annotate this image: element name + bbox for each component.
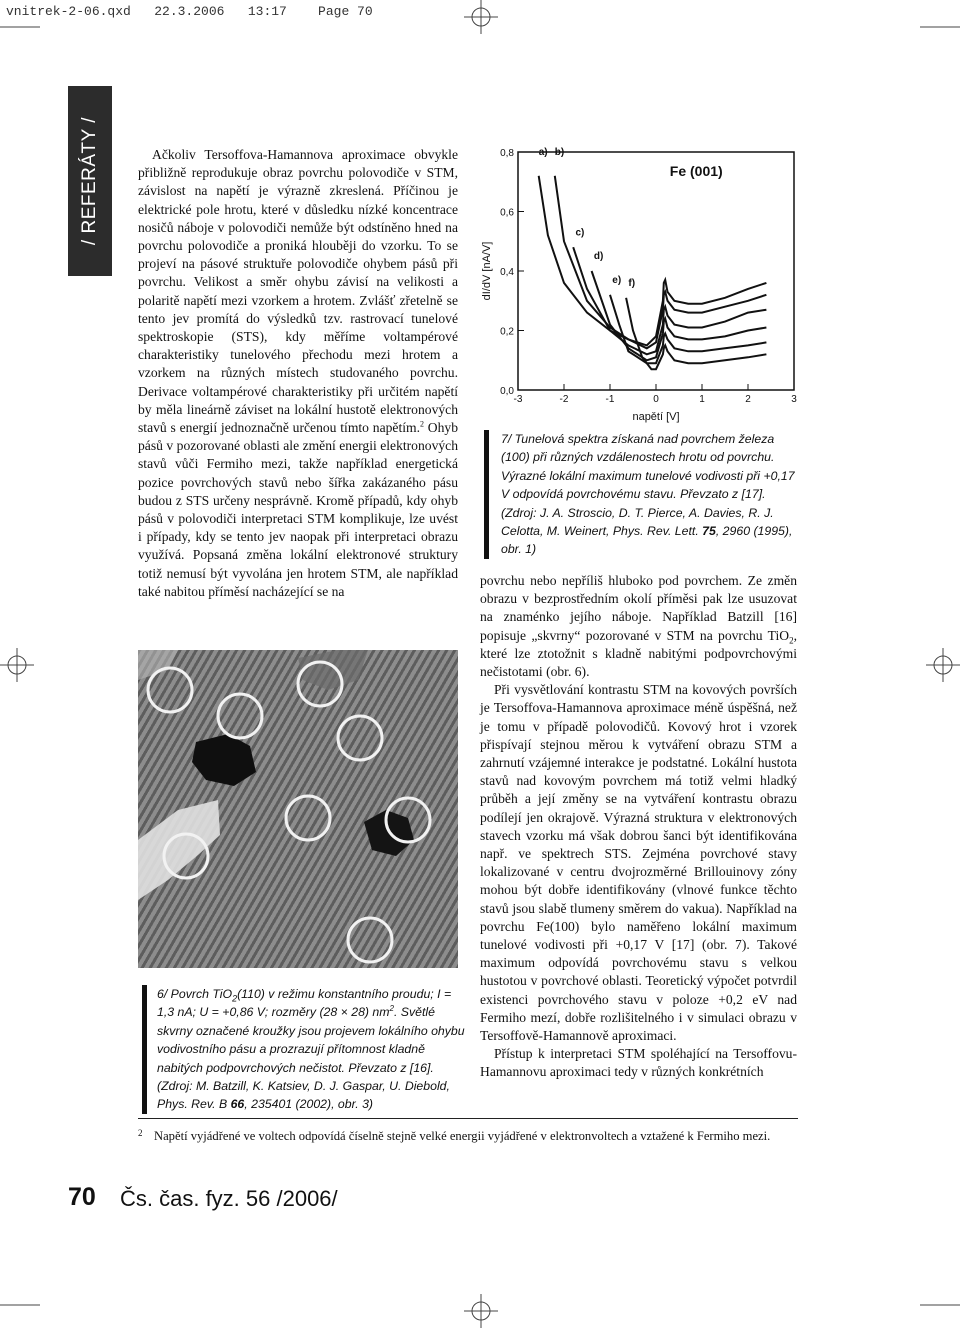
right-paragraph-2: Při vysvětlování kontrastu STM na kovových površích je Tersoffova-Hamannova aproximace méně úspěšná, než je tomu v případě polovodičů. Kovový hrot i vzorek přispívají stejnou měrou k vytváření obrazu STM a zahrnutí vzájemné interakce je podstatné. Lokální hustota stavů nad kovovým povrchem má totiž velmi hladký průběh a její změny se na vytváření kontrastu obrazu podílejí jen okrajově. Výrazná struktura v elektronových stavech vzorku má však dobrou šanci být identifikována např. ve spektrech STS. Zejména povrchové stavy lokalizované v centru dvojrozměrné Brillouinovy zóny mohou být dobře identifikovány (vlnové funkce těchto stavů jsou slabě tlumeny směrem do vakua). Například na povrchu Fe(100) bylo naměřeno lokální maximum tunelové vodivosti při +0,17 V [17] (obr. 7). Takové maximum odpovídá povrchovému stavu s velkou hustotou v povrchové oblasti. Teoretický výpočet potvrdil existenci povrchového stavu v poloze +0,2 eV nad Fermiho mezí, dobře rozlišitelného i v simulaci obrazu v Tersoffově-Hamannově aproximaci. xyxy=(480,682,797,1044)
y-tick-label: 0,2 xyxy=(500,326,514,338)
y-tick-label: 0,4 xyxy=(500,267,514,278)
footnote-divider xyxy=(138,1118,798,1119)
y-tick-label: 0,0 xyxy=(500,386,514,397)
left-paragraph-text-a: Ačkoliv Tersoffova-Hamannova aproximace obvykle přibližně reprodukuje obraz povrchu polovodiče v STM, závislost na napětí je výrazně zkreslená. Příčinou je elektrické pole hrotu, které v důsledku nízké koncentrace nosičů náboje v polovodiči nemůže být odstíněno hned na povrchu polovodiče a proniká hlouběji do vzorku. To se projeví na pásové struktuře polovodiče ohybem pásů při povrchu. Velikost a směr ohybu závisí na velikosti a polaritě napětí mezi vzorkem a hrotem. Zvlášť zřetelně se tento jev promítá do výsledků tzv. rastrovací tunelové spektroskopie (STS), kdy měříme voltampérové charakteristiky tunelového přechodu mezi hrotem a vzorkem na různých místech studovaného povrchu. Derivace voltampérové charakteristiky při určitém napětí by měla lineárně záviset na lokální hustotě elektronových stavů s energií jednoznačně určenou tímto napětím. xyxy=(138,147,458,436)
footnote-text: Napětí vyjádřené ve voltech odpovídá číselně stejně velké energii vyjádřené v elektronvoltech a vztažené k Fermiho mezi. xyxy=(154,1129,771,1143)
x-axis-label: napětí [V] xyxy=(632,411,680,423)
footnote-number: 2 xyxy=(138,1128,143,1138)
curve-label: e) xyxy=(612,274,622,286)
x-tick-label: -1 xyxy=(605,394,615,405)
y-tick-label: 0,6 xyxy=(500,207,514,219)
section-tab xyxy=(68,86,112,276)
figure6-caption-text: 6/ Povrch TiO xyxy=(157,987,233,1001)
figure6-caption-text-c: . Světlé skvrny označené kroužky jsou projevem lokálního ohybu vodivostního pásu a prozrazují přítomnost kladně nabitých podpovrchových nečistot. Převzato z [16]. (Zdroj: M. Batzill, K. Katsiev, D. J. Gaspar, U. Diebold, Phys. Rev. B xyxy=(157,1005,465,1112)
curve-label: a) xyxy=(538,146,548,158)
right-paragraph-1-text: povrchu nebo nepříliš hluboko pod povrchem. Ze změn obrazu v bezprostředním okolí příměsi pak lze usuzovat na znaménko jejího náboje. Například Batzill [16] popisuje „skvrny“ pozorované v STM na povrchu TiO xyxy=(480,573,797,643)
figure6-caption-text-b: (110) v režimu konstantního proudu; I = 1,3 nA; U = +0,86 V; rozměry (28 × 28) nm xyxy=(157,987,452,1020)
left-paragraph xyxy=(138,146,458,601)
registration-mark-top xyxy=(464,0,498,34)
left-column xyxy=(138,146,458,601)
figure7-caption-text: 7/ Tunelová spektra získaná nad povrchem železa (100) při různých vzdálenostech hrotu od povrchu. Výrazné lokální maximum tunelové vodivosti při +0,17 V odpovídá povrchovému stavu. Převzato z [17]. (Zdroj: J. A. Stroscio, D. T. Pierce, A. Davies, R. J. Celotta, M. Weinert, Phys. Rev. Lett. xyxy=(501,432,795,539)
registration-mark-left xyxy=(0,648,34,682)
x-tick-label: 3 xyxy=(791,394,797,405)
chart-title: Fe (001) xyxy=(669,162,723,179)
page-number: 70 xyxy=(68,1183,96,1211)
registration-mark-right xyxy=(926,648,960,682)
section-tab-label: / REFERÁTY / xyxy=(79,116,100,246)
figure6-caption-sup: 2 xyxy=(389,1004,394,1014)
crop-mark-bottom-right xyxy=(920,1304,960,1306)
figure6-caption-volume: 66 xyxy=(230,1097,245,1112)
curve-label: f) xyxy=(628,277,636,289)
footnote xyxy=(138,1128,798,1144)
crop-mark-bottom-left xyxy=(0,1304,40,1306)
curve-label: d) xyxy=(593,251,604,263)
left-paragraph-text-b: Ohyb pásů v pozorované oblasti ale změní energii elektronových stavů vůči Fermiho mezi, takže například energetická pozice povrchových stavů nebo šířka zakázaného pásu budou z STS určeny nesprávně. Kromě případů, kdy ohyb pásů v polovodiči interpretaci STM komplikuje, lze uvést i případy, kdy se tento jev naopak při interpretaci obrazu využívá. Popsaná změna lokální elektronové struktury totiž nemusí být vyvolána jen hrotem STM, ale například také nabitou příměsí nacházející se na xyxy=(138,420,459,599)
x-tick-label: 2 xyxy=(745,394,751,405)
stm-image-figure6 xyxy=(138,650,458,968)
curve-label: c) xyxy=(575,227,585,239)
stm-image-overlay xyxy=(138,650,458,968)
right-column xyxy=(480,572,797,1082)
x-tick-label: 1 xyxy=(699,394,705,405)
series-line xyxy=(555,176,767,348)
figure6-caption xyxy=(142,985,467,1114)
figure6-caption-sub: 2 xyxy=(232,993,238,1004)
y-tick-label: 0,8 xyxy=(500,148,514,159)
right-paragraph-1-sub: 2 xyxy=(789,635,794,646)
crop-mark-top-left xyxy=(0,26,40,28)
journal-name: Čs. čas. fyz. 56 /2006/ xyxy=(120,1186,338,1211)
figure7-caption xyxy=(484,430,801,559)
curve-label: b) xyxy=(554,146,565,158)
right-paragraph-1-text-b: , které lze ztotožnit s kladně nabitými podpovrchovými nečistotami (obr. 6). xyxy=(480,627,797,680)
figure6-caption-text-d: , 235401 (2002), obr. 3) xyxy=(244,1097,374,1112)
figure7-chart xyxy=(478,140,798,430)
print-slug: vnitrek-2-06.qxd 22.3.2006 13:17 Page 70 xyxy=(6,4,373,19)
series-line xyxy=(626,298,766,369)
registration-mark-bottom xyxy=(464,1294,498,1328)
chart-svg xyxy=(478,140,798,430)
crop-mark-top-right xyxy=(920,26,960,28)
x-tick-label: -2 xyxy=(559,394,569,405)
x-tick-label: 0 xyxy=(653,394,659,405)
figure7-caption-text-b: , 2960 (1995), obr. 1) xyxy=(501,524,793,557)
x-tick-label: -3 xyxy=(513,394,523,405)
right-paragraph-3: Přístup k interpretaci STM spoléhající na Tersoffovu-Hamannovu aproximaci tedy v různých konkrétních xyxy=(480,1046,797,1080)
y-axis-label: dI/dV [nA/V] xyxy=(481,241,493,301)
series-line xyxy=(539,176,767,346)
footnote-ref: 2 xyxy=(419,419,424,429)
right-paragraph-1 xyxy=(480,572,797,681)
figure7-caption-volume: 75 xyxy=(702,524,716,539)
